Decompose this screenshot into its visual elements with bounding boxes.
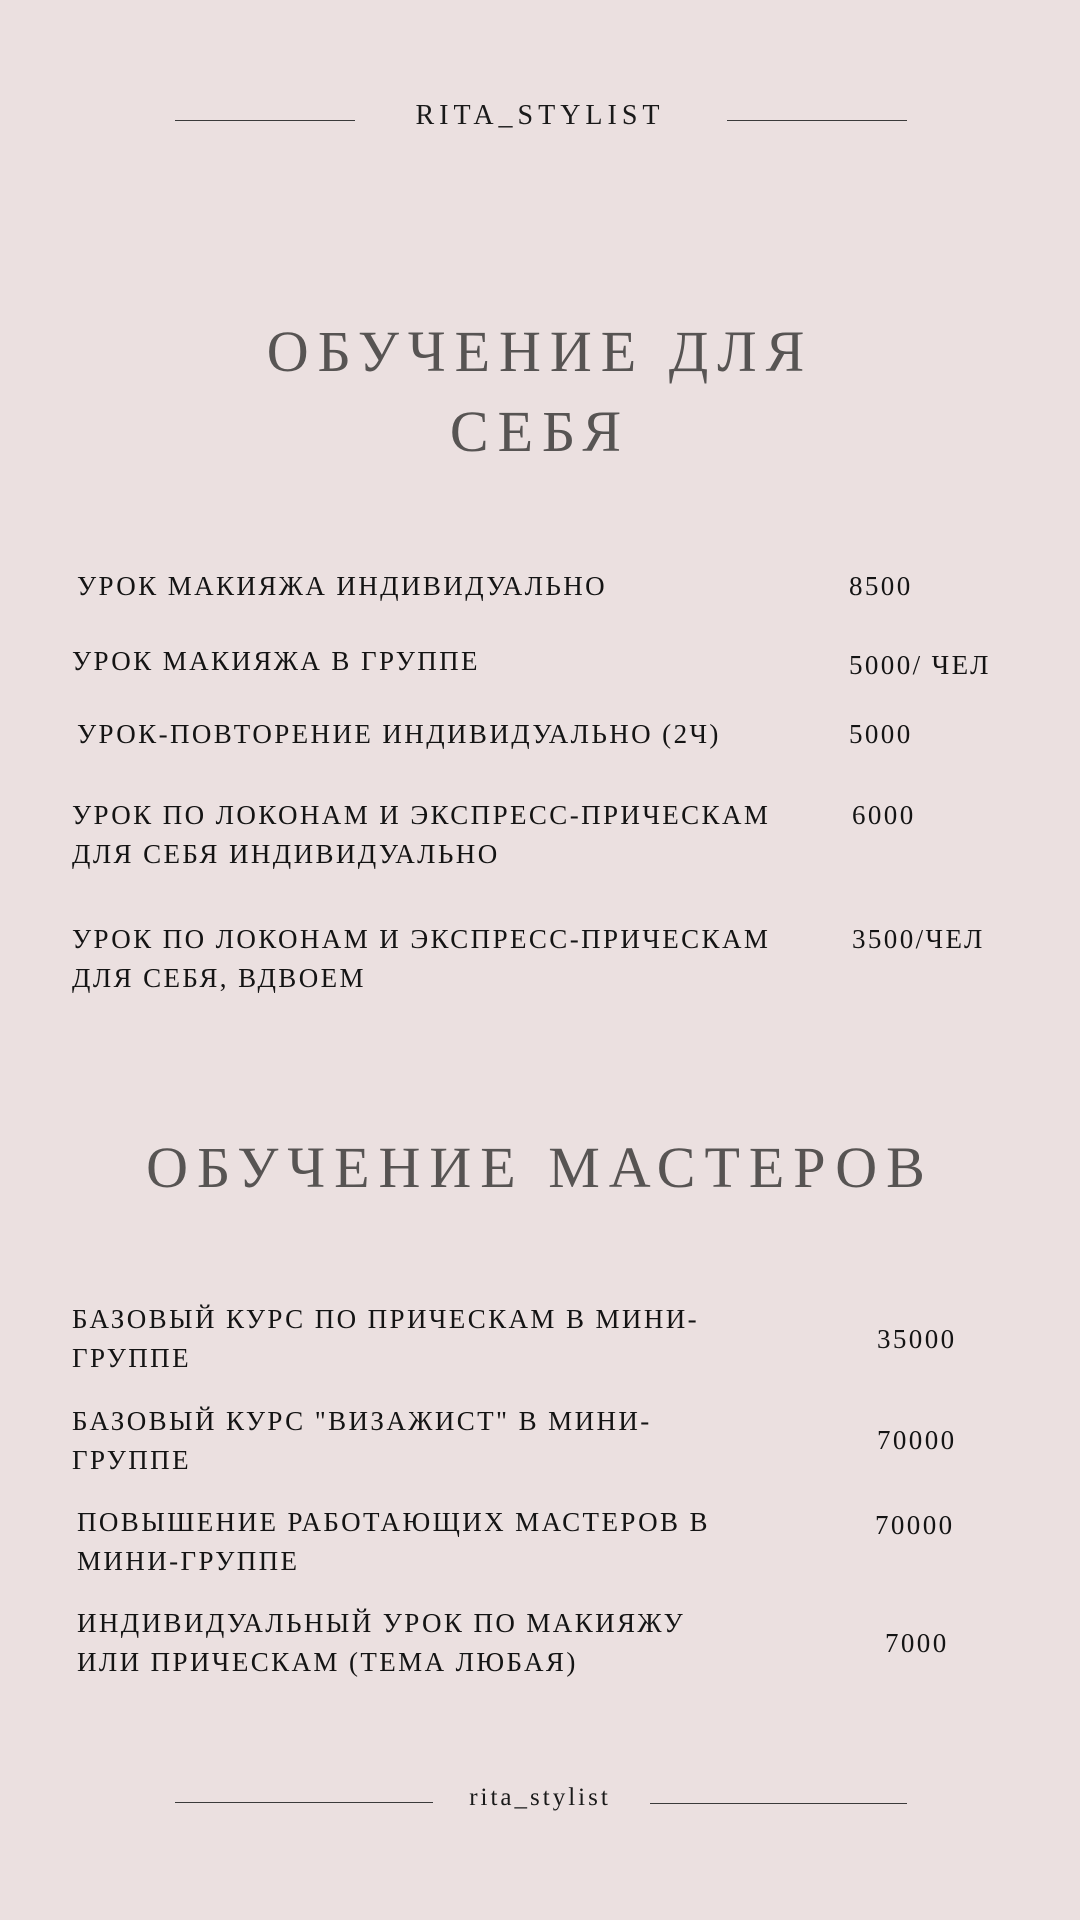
brand-footer: rita_stylist xyxy=(469,1784,611,1811)
item-name-line1: УРОК МАКИЯЖА ИНДИВИДУАЛЬНО xyxy=(77,571,608,601)
item-name xyxy=(77,567,607,606)
item-name-line1: ИНДИВИДУАЛЬНЫЙ УРОК ПО МАКИЯЖУ xyxy=(77,1608,686,1638)
header-divider-right xyxy=(727,120,907,121)
item-name-line2: ГРУППЕ xyxy=(72,1445,191,1475)
item-price: 6000 xyxy=(852,800,916,830)
brand-header: RITA_STYLIST xyxy=(415,100,665,131)
item-name-line1: БАЗОВЫЙ КУРС "ВИЗАЖИСТ" В МИНИ- xyxy=(72,1406,652,1436)
item-name-line2: ДЛЯ СЕБЯ ИНДИВИДУАЛЬНО xyxy=(72,839,500,869)
item-price: 35000 xyxy=(877,1324,957,1354)
item-name-line1: УРОК-ПОВТОРЕНИЕ ИНДИВИДУАЛЬНО (2Ч) xyxy=(77,719,721,749)
item-name xyxy=(72,796,770,874)
footer-divider-right xyxy=(650,1803,907,1804)
item-name xyxy=(72,642,480,681)
section-title-masters: ОБУЧЕНИЕ МАСТЕРОВ xyxy=(146,1135,934,1200)
section-title-line2: СЕБЯ xyxy=(449,399,631,464)
item-name-line1: БАЗОВЫЙ КУРС ПО ПРИЧЕСКАМ В МИНИ- xyxy=(72,1304,700,1334)
item-price: 8500 xyxy=(849,571,913,601)
item-price: 5000 xyxy=(849,719,913,749)
item-name-line2: ГРУППЕ xyxy=(72,1343,191,1373)
item-name xyxy=(77,1604,685,1682)
item-price: 3500/ЧЕЛ xyxy=(852,924,985,954)
item-name-line1: УРОК ПО ЛОКОНАМ И ЭКСПРЕСС-ПРИЧЕСКАМ xyxy=(72,924,771,954)
item-name-line2: ИЛИ ПРИЧЕСКАМ (ТЕМА ЛЮБАЯ) xyxy=(77,1647,578,1677)
item-name-line1: УРОК МАКИЯЖА В ГРУППЕ xyxy=(72,646,480,676)
item-name-line2: МИНИ-ГРУППЕ xyxy=(77,1546,300,1576)
item-name-line2: ДЛЯ СЕБЯ, ВДВОЕМ xyxy=(72,963,366,993)
item-name xyxy=(72,1300,699,1378)
item-price: 5000/ ЧЕЛ xyxy=(849,650,991,680)
section-title-line1: ОБУЧЕНИЕ ДЛЯ xyxy=(266,319,814,384)
item-name xyxy=(72,1402,652,1480)
section-title-self-learning xyxy=(0,312,1080,472)
item-price: 70000 xyxy=(875,1510,955,1540)
item-price: 70000 xyxy=(877,1425,957,1455)
item-name-line1: УРОК ПО ЛОКОНАМ И ЭКСПРЕСС-ПРИЧЕСКАМ xyxy=(72,800,771,830)
item-name xyxy=(77,1503,710,1581)
item-name xyxy=(77,715,721,754)
item-price: 7000 xyxy=(885,1628,949,1658)
item-name xyxy=(72,920,770,998)
item-name-line1: ПОВЫШЕНИЕ РАБОТАЮЩИХ МАСТЕРОВ В xyxy=(77,1507,710,1537)
